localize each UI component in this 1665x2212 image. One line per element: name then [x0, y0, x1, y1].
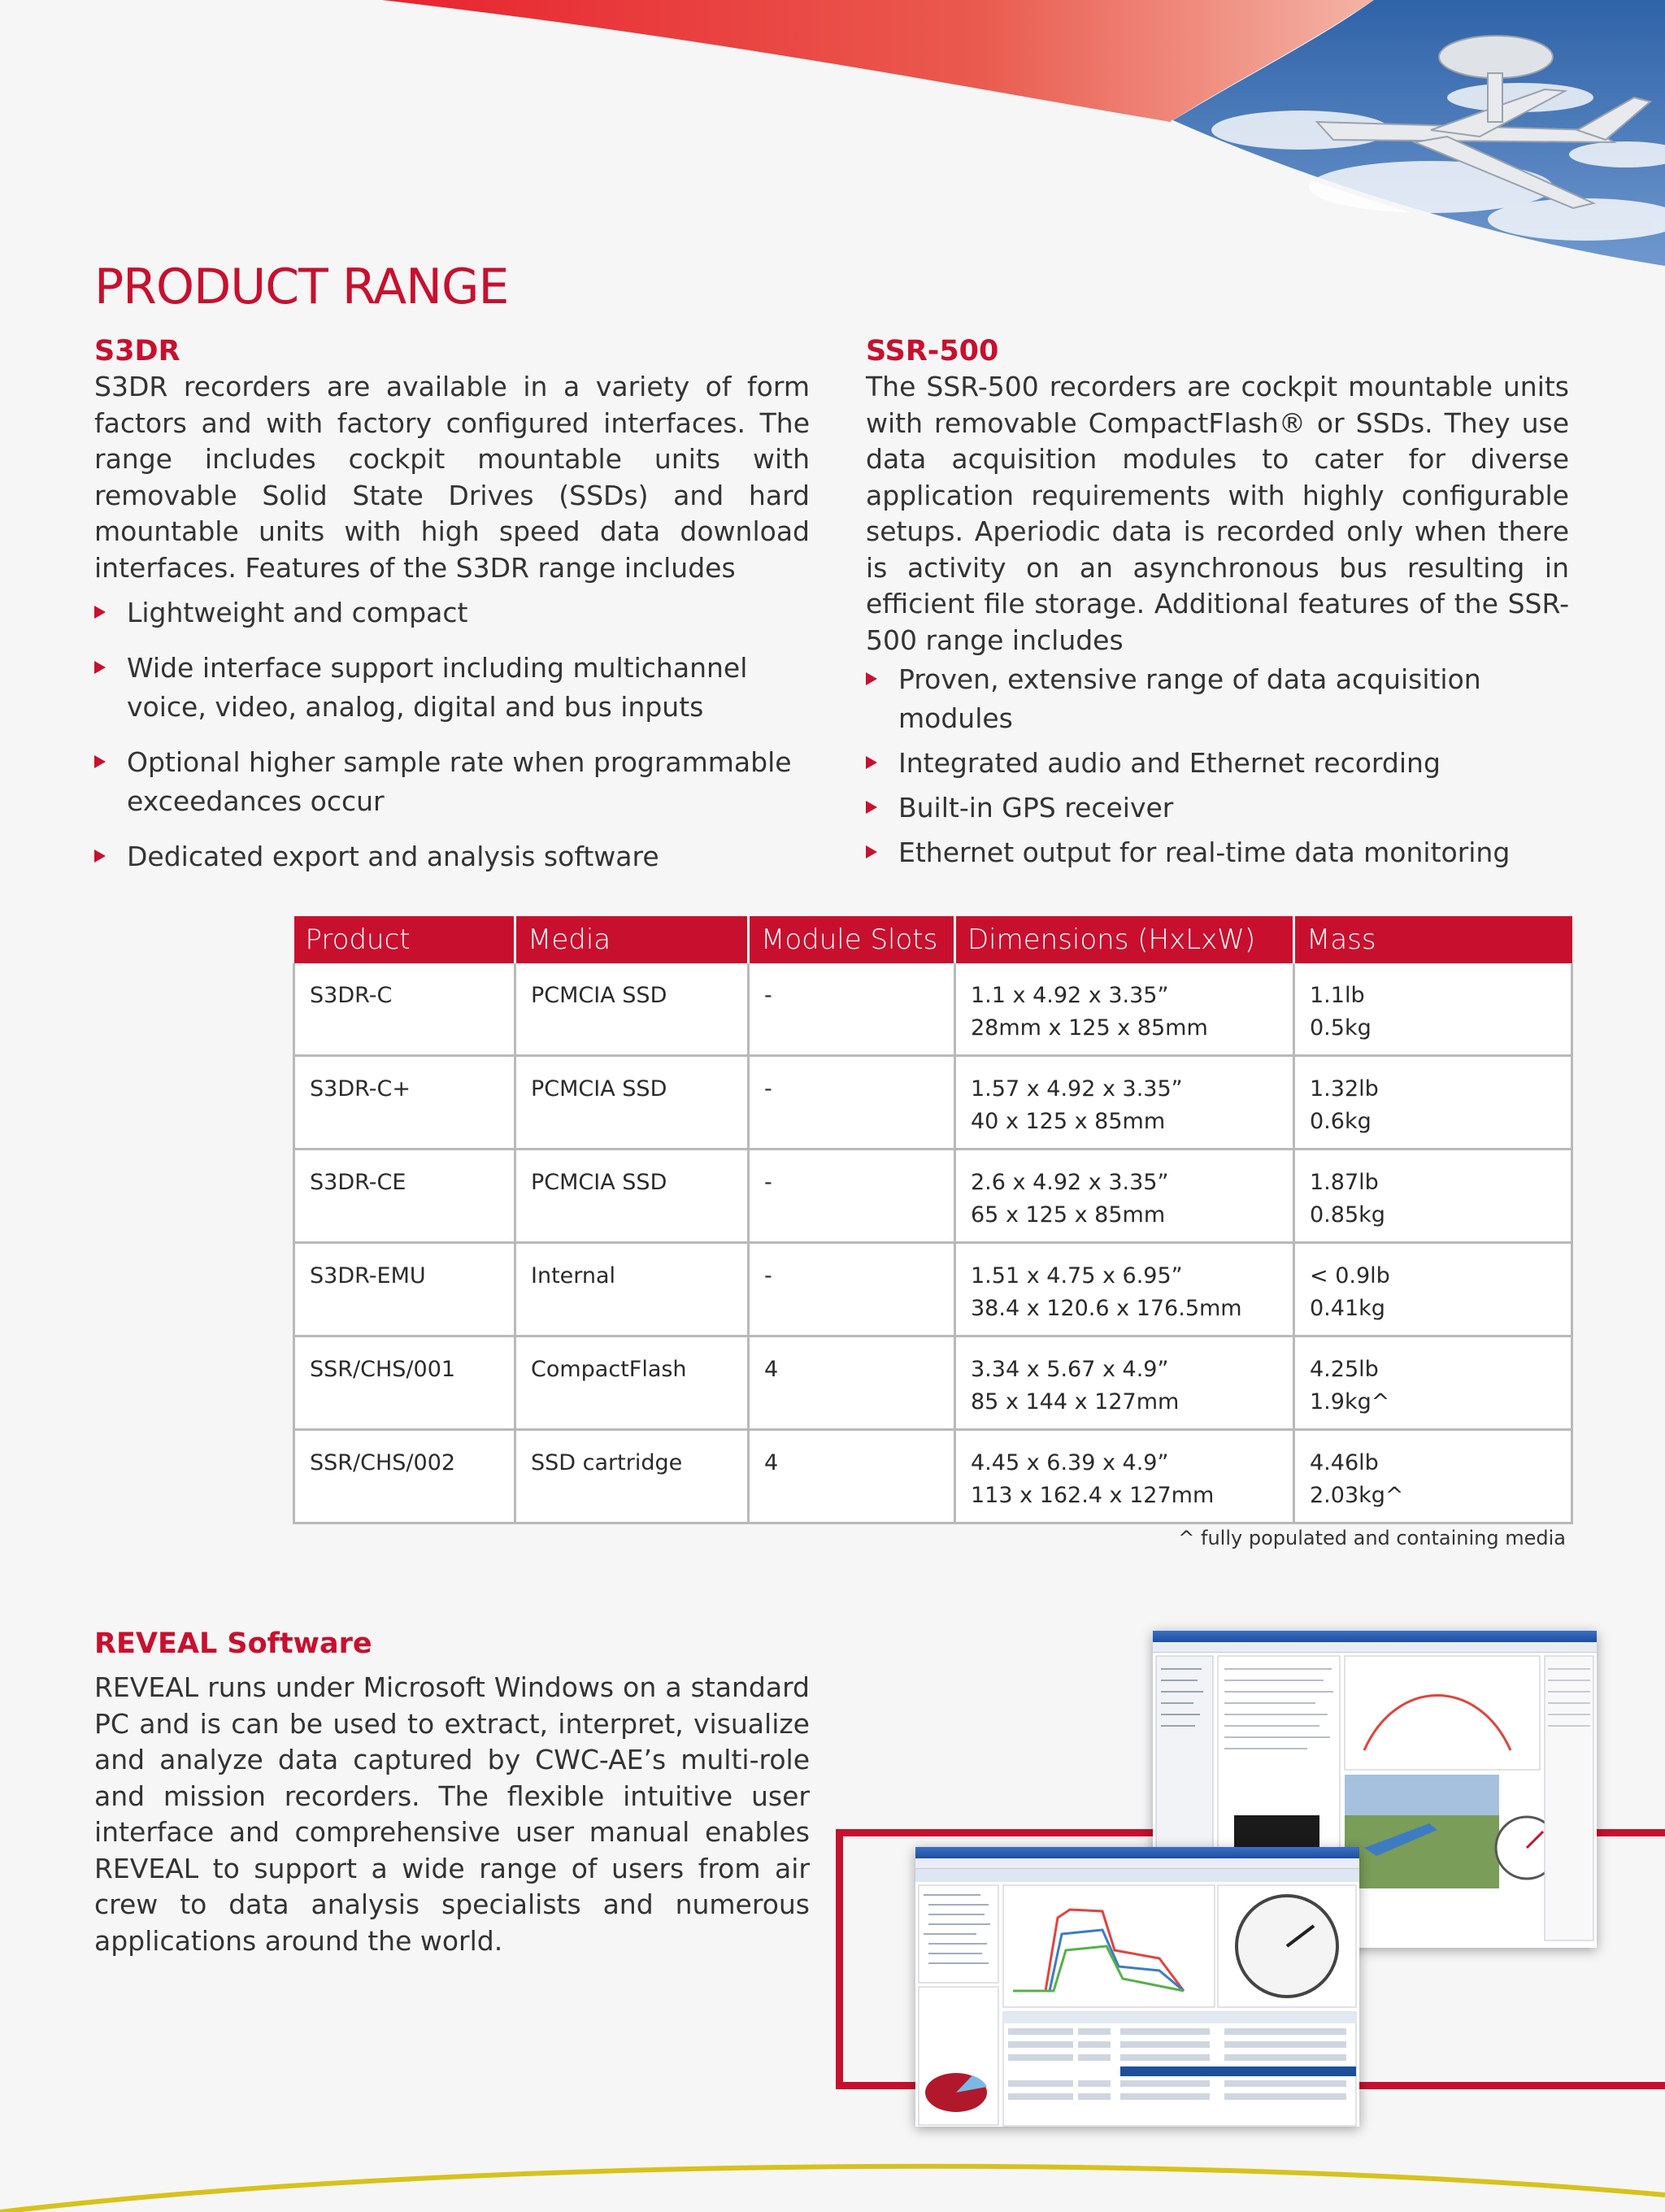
cell-mass: [1294, 1336, 1572, 1430]
cell-mass: [1294, 1243, 1572, 1336]
table-row: [294, 1149, 1572, 1243]
mass-kg: 0.41kg: [1310, 1296, 1385, 1321]
column-header-media: Media: [515, 916, 749, 963]
dimensions-inches: 4.45 x 6.39 x 4.9”: [971, 1450, 1169, 1475]
bullet-triangle-icon: [866, 672, 877, 685]
ssr500-heading: SSR-500: [866, 335, 999, 367]
mass-kg: 2.03kg^: [1310, 1483, 1404, 1508]
bullet-triangle-icon: [866, 756, 877, 769]
reveal-screenshot-front: [915, 1847, 1359, 2127]
list-item: Wide interface support including multichannel voice, video, analog, digital and bus inputs: [94, 649, 793, 727]
cell-media: SSD cartridge: [515, 1430, 749, 1523]
front-screenshot-content: [915, 1869, 1359, 2127]
cell-mass: [1294, 1430, 1572, 1523]
dimensions-inches: 1.51 x 4.75 x 6.95”: [971, 1263, 1183, 1289]
cell-media: PCMCIA SSD: [515, 1149, 749, 1243]
dimensions-inches: 1.1 x 4.92 x 3.35”: [971, 983, 1169, 1008]
mass-lb: 4.25lb: [1310, 1357, 1379, 1382]
mass-kg: 0.6kg: [1310, 1109, 1372, 1134]
cell-media: CompactFlash: [515, 1336, 749, 1430]
table-footnote: ^ fully populated and containing media: [1178, 1527, 1566, 1549]
column-header-mass: Mass: [1294, 916, 1572, 963]
mass-kg: 0.85kg: [1310, 1202, 1385, 1228]
cell-slots: 4: [749, 1430, 955, 1523]
cell-dimensions: [955, 1243, 1294, 1336]
table-row: [294, 1056, 1572, 1149]
dimensions-mm: 40 x 125 x 85mm: [971, 1109, 1166, 1134]
cell-product: S3DR-EMU: [294, 1243, 515, 1336]
window-titlebar: [1153, 1631, 1597, 1642]
bullet-triangle-icon: [866, 845, 877, 858]
table-row: [294, 1336, 1572, 1430]
list-item: Proven, extensive range of data acquisition modules: [866, 660, 1569, 738]
cell-slots: -: [749, 1243, 955, 1336]
cell-media: PCMCIA SSD: [515, 1056, 749, 1149]
list-item: Dedicated export and analysis software: [94, 837, 793, 876]
list-item: Integrated audio and Ethernet recording: [866, 744, 1569, 783]
header-swoosh-graphic: [0, 0, 1665, 268]
dimensions-mm: 38.4 x 120.6 x 176.5mm: [971, 1296, 1242, 1321]
dimensions-inches: 1.57 x 4.92 x 3.35”: [971, 1076, 1183, 1102]
ssr500-section: [866, 335, 1569, 658]
cell-product: S3DR-CE: [294, 1149, 515, 1243]
dimensions-mm: 113 x 162.4 x 127mm: [971, 1483, 1215, 1508]
cell-dimensions: [955, 1056, 1294, 1149]
cell-mass: [1294, 963, 1572, 1056]
window-titlebar: [915, 1847, 1359, 1858]
bullet-triangle-icon: [94, 755, 106, 768]
mass-lb: 4.46lb: [1310, 1450, 1379, 1475]
cell-product: S3DR-C: [294, 963, 515, 1056]
bullet-triangle-icon: [94, 661, 106, 674]
bullet-triangle-icon: [866, 801, 877, 814]
cell-slots: -: [749, 963, 955, 1056]
table-row: [294, 963, 1572, 1056]
column-header-module-slots: Module Slots: [749, 916, 955, 963]
mass-lb: 1.1lb: [1310, 983, 1365, 1008]
list-item: Ethernet output for real-time data monitoring: [866, 833, 1569, 872]
table-row: [294, 1430, 1572, 1523]
cell-product: S3DR-C+: [294, 1056, 515, 1149]
cell-media: Internal: [515, 1243, 749, 1336]
s3dr-feature-list: [94, 593, 793, 893]
cell-dimensions: [955, 963, 1294, 1056]
page-title: PRODUCT RANGE: [94, 259, 509, 315]
list-item: Optional higher sample rate when programmable exceedances occur: [94, 743, 793, 821]
reveal-heading: REVEAL Software: [94, 1627, 372, 1660]
window-menubar: [915, 1858, 1359, 1869]
s3dr-section: [94, 335, 810, 586]
bullet-triangle-icon: [94, 850, 106, 863]
cell-product: SSR/CHS/001: [294, 1336, 515, 1430]
column-header-dimensions: Dimensions (HxLxW): [955, 916, 1294, 963]
dimensions-mm: 85 x 144 x 127mm: [971, 1389, 1180, 1415]
bullet-triangle-icon: [94, 606, 106, 619]
mass-kg: 0.5kg: [1310, 1015, 1372, 1041]
mass-kg: 1.9kg^: [1310, 1389, 1390, 1415]
cell-product: SSR/CHS/002: [294, 1430, 515, 1523]
dimensions-inches: 2.6 x 4.92 x 3.35”: [971, 1170, 1169, 1195]
cell-dimensions: [955, 1149, 1294, 1243]
dimensions-mm: 28mm x 125 x 85mm: [971, 1015, 1208, 1041]
cell-dimensions: [955, 1430, 1294, 1523]
cell-mass: [1294, 1056, 1572, 1149]
ssr500-description: The SSR-500 recorders are cockpit mountable units with removable CompactFlash® or SSDs. They use data acquisition modules to cater for diverse application requirements with highly configurable setups. Aperiodic data is recorded only when there is activity on an asynchronous bus resulting in efficient file storage. Additional features of the SSR-500 range includes: [866, 371, 1569, 656]
table-header-row: [294, 916, 1572, 963]
cell-mass: [1294, 1149, 1572, 1243]
s3dr-description: S3DR recorders are available in a variety of form factors and with factory configured interfaces. The range includes cockpit mountable units with removable Solid State Drives (SSDs) and hard mountable units with high speed data download interfaces. Features of the S3DR range includes: [94, 371, 810, 584]
cell-slots: -: [749, 1149, 955, 1243]
dimensions-mm: 65 x 125 x 85mm: [971, 1202, 1166, 1228]
product-spec-table: [293, 916, 1573, 1524]
mass-lb: 1.32lb: [1310, 1076, 1379, 1102]
window-menubar: [1153, 1642, 1597, 1653]
reveal-section: [94, 1627, 810, 1959]
column-header-product: Product: [294, 916, 515, 963]
mass-lb: 1.87lb: [1310, 1170, 1379, 1195]
footer-curve-line: [0, 2146, 1665, 2212]
cell-slots: 4: [749, 1336, 955, 1430]
cell-slots: -: [749, 1056, 955, 1149]
dimensions-inches: 3.34 x 5.67 x 4.9”: [971, 1357, 1169, 1382]
mass-lb: < 0.9lb: [1310, 1263, 1390, 1289]
s3dr-heading: S3DR: [94, 335, 180, 367]
list-item: Built-in GPS receiver: [866, 789, 1569, 828]
list-item: Lightweight and compact: [94, 593, 793, 632]
table-row: [294, 1243, 1572, 1336]
cell-dimensions: [955, 1336, 1294, 1430]
cell-media: PCMCIA SSD: [515, 963, 749, 1056]
reveal-description: REVEAL runs under Microsoft Windows on a standard PC and is can be used to extract, interpret, visualize and analyze data captured by CWC-AE’s multi-role and mission recorders. The flexible intuitive user interface and comprehensive user manual enables REVEAL to support a wide range of users from air crew to data analysis specialists and numerous applications around the world.: [94, 1671, 810, 1957]
ssr500-feature-list: [866, 660, 1569, 878]
